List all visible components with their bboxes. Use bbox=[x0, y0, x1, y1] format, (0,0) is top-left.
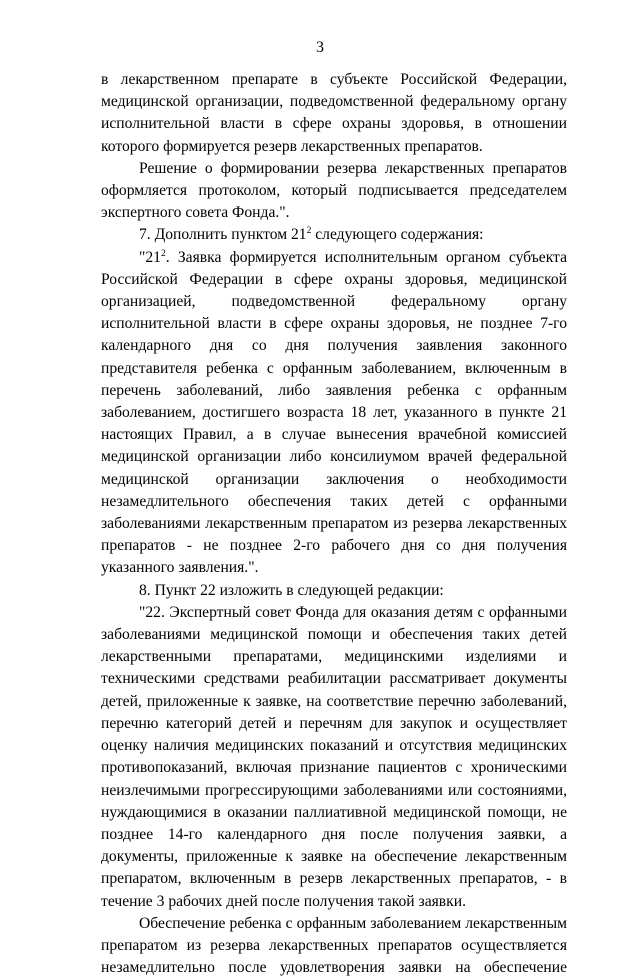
paragraph-clause-22 bbox=[101, 602, 567, 913]
paragraph-provision bbox=[101, 913, 567, 979]
document-body bbox=[101, 69, 567, 979]
paragraph-text-after: . Заявка формируется исполнительным органом субъекта Российской Федерации в сфере охраны здоровья, медицинской организацией, подведомственной федеральному органу исполнительной власти в сфере охраны здоровья, не позднее 7-го календарного дня со дня получения заявления законного представителя ребенка с орфанным заболеванием, включенным в перечень заболеваний, либо заявления ребенка с орфанным заболеванием, достигшего возраста 18 лет, указанного в пункте 21 настоящих Правил, а в случае вынесения врачебной комиссией медицинской организации либо консилиумом врачей федеральной медицинской организации заключения о необходимости незамедлительного обеспечения таких детей с орфанными заболеваниями лекарственным препаратом из резерва лекарственных препаратов - не позднее 2-го рабочего дня со дня получения указанного заявления.". bbox=[101, 248, 567, 577]
paragraph-text: 8. Пункт 22 изложить в следующей редакции: bbox=[139, 581, 444, 599]
paragraph-text: "22. Экспертный совет Фонда для оказания детям с орфанными заболеваниями медицинской помощи и обеспечения таких детей лекарственными препаратами, медицинскими изделиями и техническими средствами реабилитации рассматривает документы детей, приложенные к заявке, на соответствие перечню заболеваний, перечню категорий детей и перечням для закупок и осуществляет оценку наличия медицинских показаний и отсутствия медицинских противопоказаний, включая признание пациентов с хроническими неизлечимыми прогрессирующими заболеваниями или состояниями, нуждающимися в оказании паллиативной медицинской помощи, не позднее 14-го календарного дня после получения заявки, а документы, приложенные к заявке на обеспечение лекарственным препаратом, включенным в резерв лекарственных препаратов, - в течение 3 рабочих дней после получения такой заявки. bbox=[101, 603, 567, 910]
page-number: 3 bbox=[316, 39, 324, 56]
paragraph-text: Обеспечение ребенка с орфанным заболеванием лекарственным препаратом из резерва лекарственных препаратов осуществляется незамедлительно после удовлетворения заявки на обеспечение bbox=[101, 914, 567, 977]
paragraph-continuation bbox=[101, 69, 567, 158]
superscript: 2 bbox=[160, 248, 166, 259]
paragraph-item-7 bbox=[101, 224, 567, 246]
paragraph-item-8 bbox=[101, 580, 567, 602]
paragraph-text: в лекарственном препарате в субъекте Российской Федерации, медицинской организации, подведомственной федеральному органу исполнительной власти в сфере охраны здоровья, в отношении которого формируется резерв лекарственных препаратов. bbox=[101, 71, 567, 155]
paragraph-text-after: следующего содержания: bbox=[311, 226, 484, 244]
paragraph-text-before: 7. Дополнить пунктом 21 bbox=[139, 226, 307, 244]
paragraph-text: Решение о формировании резерва лекарственных препаратов оформляется протоколом, который подписывается председателем экспертного совета Фонда.". bbox=[101, 159, 567, 222]
paragraph-clause-21-2 bbox=[101, 247, 567, 580]
paragraph-text-before: "21 bbox=[139, 248, 161, 266]
paragraph-decision bbox=[101, 158, 567, 225]
superscript: 2 bbox=[306, 226, 312, 237]
